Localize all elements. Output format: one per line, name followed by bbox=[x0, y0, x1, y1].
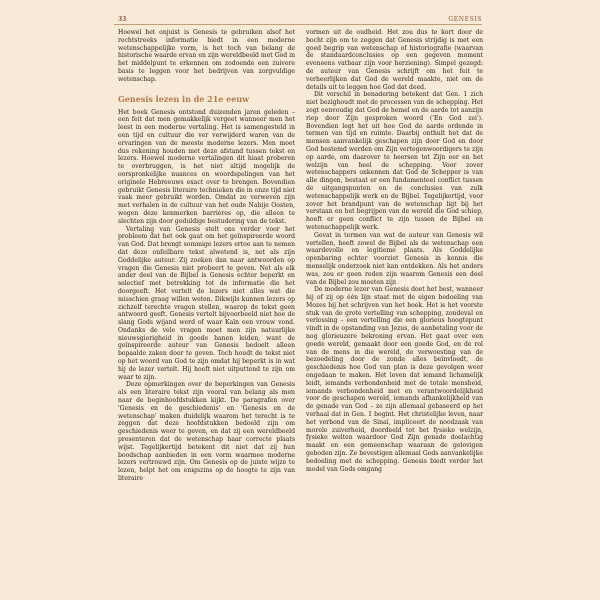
intro-paragraph: Hoewel het onjuist is Genesis te gebruiken alsof het rechtstreeks informatie biedt in een moderne wetenschappelijke vorm, is het toch van belang de historische waarde ervan en zijn wereldbeeld met God in het middelpunt te erkennen om zodoende een zuivere basis te leggen voor het bedrijven van zorgvuldige wetenschap. bbox=[118, 29, 295, 83]
section-heading: Genesis lezen in de 21e eeuw bbox=[118, 93, 250, 104]
left-column bbox=[118, 29, 295, 483]
right-column bbox=[306, 29, 483, 473]
running-header bbox=[114, 13, 482, 27]
body-paragraph: Dit verschil in benadering betekent dat Gen. 1 zich niet bezighoudt met de processen van de schepping. Het zegt eenvoudig dat God de hemel en de aarde tot aanzijn riep door Zijn gesproken woord ('En God zei'). Bovendien legt het uit hoe God de aarde ordende in termen van tijd en ruimte. Daarbij onthult het dat de mensen aanvankelijk geschapen zijn door God en door God bestemd werden om Zijn vertegenwoordigers te zijn op aarde, om daarover te heersen tot Zijn eer en het welzijn van heel de schepping. Voor zover wetenschappers onkennen dat God de Schepper is van alle dingen, bestaat er een fundamenteel conflict tussen de uitgangspunten en de conclusies van zulk wetenschappelijk werk en de Bijbel. Tegelijkertijd, voor zover het brandpunt van de wetenschap ligt bij het verstaan en het begrijpen van de wereld die God schiep, hoeft er geen conflict te zijn tussen de Bijbel en wetenschappelijk werk. bbox=[306, 91, 483, 231]
header-rule bbox=[114, 24, 482, 25]
body-paragraph: Deze opmerkingen over de beperkingen van Genesis als een literaire tekst zijn vooral van belang als men naar de beginhoofdstukken kijkt. De paragrafen over 'Genesis en de geschiedenis' en 'Genesis en de wetenschap' maken duidelijk waarom het terecht is te zeggen dat deze hoofdstukken bedoeld zijn om geschiedenis weer te geven, en dat zij een wereldbeeld presenteren dat de wetenschap haar correcte plaats wijst. Tegelijkertijd betekent dit niet dat zij hun boodschap aanbieden in een vorm waarmee moderne lezers vertrouwd zijn. Om Genesis op de juiste wijze te lezen, helpt het om enigszins op de hoogte te zijn van literaire bbox=[118, 381, 295, 483]
watermark: OODD bbox=[395, 275, 440, 289]
body-paragraph: De moderne lezer van Genesis doet het best, wanneer hij of zij op één lijn staat met de eigen bedoeling van Mozes bij het schrijven van het boek. Het is het voorste stuk van de grote vertelling van schepping, zondeval en verlossing – een vertelling die een glorieus hoogtepunt vindt in de opstanding van Jezus, de aanbetaling voor de nog glorieuzere bekroning ervan. Het gaat over een goede wereld, gemaakt door een goede God, en de rol van de mens in die wereld, de verwoesting van de bezoedeling door de zonde alles beïnvloedt, de geschiedenis hoe God van plan is deze gevolgen weer ongedaan te maken. Het leven dat iemand lichamelijk leidt, iemands verbondenheid met de totale mensheid, iemands verbondenheid met en verantwoordelijkheid voor de geschapen wereld, iemands afhankelijkheid van de genade van God – ze zijn allemaal gebaseerd op het verhaal dat in Gen. 1 begint. Het christelijke leven, naar het verbond van de Sinaï, impliceert de noodzaak van morele zuiverheid, doordeeld tot het fysieke welzijn, fysieke welten waardoor God Zijn genade doelachtig maakt en een gemeenschap waaraan de gelovigen geboden zijn. Ze bevestigen allemaal Gods aanvankelijke bedoeling met de schepping. Genesis biedt verder het model van Gods omgang bbox=[306, 286, 483, 473]
body-paragraph: Gevat in termen van wat de auteur van Genesis wil vertellen, heeft zowel de Bijbel als de wetenschap een waardevolle en legitieme plaats. Als Goddelijke openbaring echter voorziet Genesis in kennis die menselijk onderzoek niet kan ontdekken. Als het anders was, zou er geen reden zijn waarom Genesis een deel van de Bijbel zou moeten zijn. bbox=[306, 231, 483, 286]
section-title: GENESIS bbox=[448, 16, 482, 23]
page-number: 33 bbox=[118, 16, 127, 23]
body-paragraph: vormen uit de oudheid. Het zou dus te kort door de bocht zijn om te zeggen dat Genesis strijdig is met een goed begrip van wetenschap of historiografie (waarvan de standaardconclusies op een gegeven moment eveneens vatbaar zijn voor herziening). Simpel gezegd: de auteur van Genesis schrijft om het feit te verheerlijken dat God de wereld maakte, niet om de details uit te leggen hoe God dat deed. bbox=[306, 29, 483, 91]
body-paragraph: Het boek Genesis ontstond duizenden jaren geleden – een feit dat men gemakkelijk vergeet wanneer men het leest in een moderne vertaling. Het is samengesteld in een tijd en cultuur die ver verwijderd waren van de ervaringen van de meeste moderne lezers. Men moet dus rekening houden met deze afstand tussen tekst en lezers. Hoewel moderne vertalingen dit hiaat proberen te overbruggen, is het niet altijd mogelijk de oorspronkelijke nuances en woordspelingen van het originele Hebreeuws exact over te brengen. Bovendien gebruikt Genesis literaire technieken die in onze tijd niet vaak meer gebruikt worden. Omdat ze verweven zijn met verhalen in de cultuur van het oude Nabije Oosten, wegen deze kenmerken barrières op, die alleen te slechten zijn door geduldige bestudering van de tekst. bbox=[118, 108, 295, 225]
body-paragraph: Vertaling van Genesis stelt ons verder voor het probleem dat het ook gaat om het geïnspireerde woord van God. Dat brengt sommige lezers ertoe aan te nemen dat deze onfeilbare tekst alwetend is, net als zijn Goddelijke auteur. Zij zoeken dan naar antwoorden op vragen die Genesis niet probeert te geven. Net als elk ander deel van de Bijbel is Genesis echter beperkt en selectief met betrekking tot de informatie die het doorgeeft. Het vertelt de lezers niet alles wat die misschien graag willen weten. Dikwijls kunnen lezers op zichzelf terechte vragen stellen, waarop de tekst geen antwoord geeft. Genesis vertelt bijvoorbeeld niet hoe de slang Gods wijand werd of waar Kaïn een vrouw vond. Ondanks de vele vragen moet men zijn natuurlijke nieuwsgierigheid in goede banen leiden, want de geïnspireerde auteur van Genesis bedoelt alleen bepaalde zaken door te geven. Toch houdt de tekst niet op het woord van God te zijn omdat hij beperkt is in wat hij de lezer vertelt. Hij hoeft niet uitputtend te zijn om waar te zijn. bbox=[118, 225, 295, 381]
